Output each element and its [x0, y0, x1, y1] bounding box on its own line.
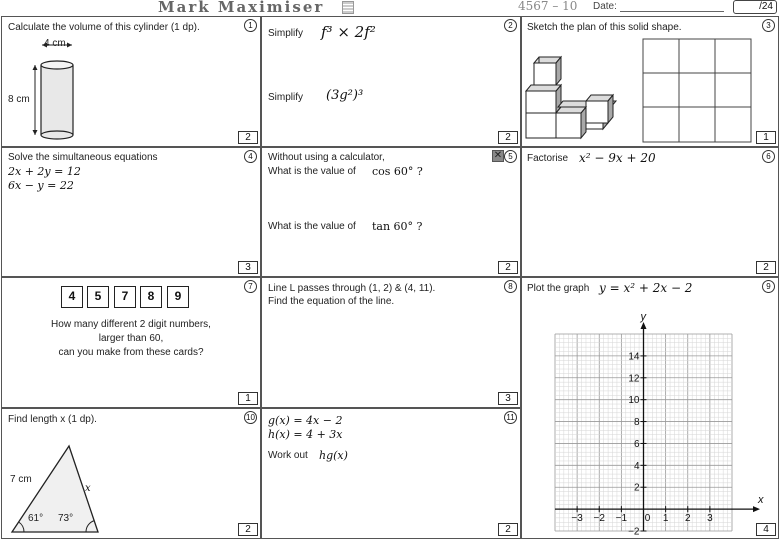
worksheet-title: Mark Maximiser [158, 0, 325, 16]
marks-box: 2 [238, 523, 258, 536]
number-card: 5 [87, 286, 109, 308]
x-tick-label: 1 [662, 513, 669, 525]
question-5-cell [261, 147, 521, 277]
question-text: Plot the graph [527, 283, 590, 294]
number-card: 4 [61, 286, 83, 308]
y-tick-label: 12 [628, 373, 640, 385]
number-card: 9 [167, 286, 189, 308]
arrowhead [67, 43, 72, 48]
cube-front-face [586, 101, 608, 123]
x-tick-label: 0 [644, 513, 651, 525]
question-text: Calculate the volume of this cylinder (1 dp). [8, 22, 200, 33]
cube-front-face [526, 91, 556, 113]
arrowhead [33, 130, 38, 135]
cube-front-face [526, 113, 556, 138]
question-number: 8 [504, 280, 517, 293]
no-calculator-icon: ✕ [493, 150, 503, 161]
question-9-cell [521, 277, 779, 539]
question-2-cell [261, 16, 521, 147]
worksheet-header [0, 0, 780, 16]
question-text-line-3: can you make from these cards? [58, 347, 204, 358]
question-10-cell [1, 408, 261, 539]
simplify-label-2: Simplify [268, 92, 304, 103]
y-axis-arrow [641, 322, 647, 329]
question-number: 10 [244, 411, 257, 424]
x-tick-label: −3 [571, 513, 583, 525]
y-tick-label: 14 [628, 351, 640, 363]
y-tick-label: 10 [628, 395, 640, 407]
x-tick-label: −1 [615, 513, 628, 525]
marks-box: 2 [498, 523, 518, 536]
number-card: 7 [114, 286, 136, 308]
date-field[interactable] [620, 11, 724, 12]
unknown-side-label: x [85, 483, 91, 494]
cylinder-diagram [2, 17, 122, 147]
marks-box: 2 [498, 261, 518, 274]
function-h: h(x) = 4 + 3x [268, 428, 343, 441]
x-tick-label: 3 [707, 513, 713, 525]
question-text-line-2: Find the equation of the line. [268, 296, 395, 307]
total-score-box[interactable]: /24 [733, 0, 777, 14]
diameter-label: 4 cm [44, 38, 66, 49]
intro-text: Without using a calculator, [268, 152, 385, 163]
y-tick-label: 4 [633, 460, 640, 472]
function-g: g(x) = 4x − 2 [268, 414, 343, 427]
question-11-cell [261, 408, 521, 539]
plan-grid[interactable] [642, 38, 754, 144]
side-label: 7 cm [10, 474, 32, 485]
question-number: 9 [762, 280, 775, 293]
question-text: Find length x (1 dp). [8, 414, 97, 425]
question-text: Factorise [527, 153, 569, 164]
question-number: 6 [762, 150, 775, 163]
number-card: 8 [140, 286, 162, 308]
y-tick-label: 6 [633, 438, 640, 450]
x-tick-label: 2 [684, 513, 691, 525]
question-number: 2 [504, 19, 517, 32]
question-number: 11 [504, 411, 517, 424]
cos-expression: cos 60° ? [372, 165, 423, 178]
expression-2: (3g²)³ [326, 88, 364, 103]
equation-1: 2x + 2y = 12 [8, 165, 81, 178]
question-1-cell [1, 16, 261, 147]
cube-top-face [556, 107, 586, 113]
question-7-cell [1, 277, 261, 408]
question-number: 7 [244, 280, 257, 293]
question-text-tan: What is the value of [268, 221, 356, 232]
y-tick-label: 2 [633, 482, 640, 494]
question-6-cell [521, 147, 779, 277]
question-text: Solve the simultaneous equations [8, 152, 158, 163]
y-tick-label: 8 [633, 417, 640, 429]
graph-equation: y = x² + 2x − 2 [599, 281, 693, 295]
angle-label-left: 61° [28, 513, 44, 524]
tan-expression: tan 60° ? [372, 220, 423, 233]
question-text-line-1: Line L passes through (1, 2) & (4, 11). [268, 283, 436, 294]
question-4-cell [1, 147, 261, 277]
isometric-cubes [522, 17, 642, 147]
question-number: 3 [762, 19, 775, 32]
marks-box: 2 [238, 131, 258, 144]
x-axis-label: x [758, 494, 764, 507]
question-text-line-1: How many different 2 digit numbers, [51, 319, 211, 330]
cylinder-body [41, 65, 73, 135]
question-number: 1 [244, 19, 257, 32]
question-3-cell [521, 16, 779, 147]
angle-label-right: 73° [58, 513, 74, 524]
question-text-cos: What is the value of [268, 166, 356, 177]
question-text-line-2: larger than 60, [98, 333, 164, 344]
factorise-expression: x² − 9x + 20 [579, 151, 656, 165]
height-label: 8 cm [8, 94, 30, 105]
marks-box: 3 [498, 392, 518, 405]
marks-box: 1 [238, 392, 258, 405]
equation-2: 6x − y = 22 [8, 179, 74, 192]
cylinder-base [41, 131, 73, 139]
cylinder-top [41, 61, 73, 69]
cube-front-face [556, 113, 581, 138]
marks-box: 2 [756, 261, 776, 274]
marks-box: 1 [756, 131, 776, 144]
x-tick-label: −2 [593, 513, 605, 525]
worksheet-code: 4567 – 10 [518, 0, 578, 13]
question-8-cell [261, 277, 521, 408]
simplify-label-1: Simplify [268, 28, 304, 39]
question-number: 4 [244, 150, 257, 163]
date-label: Date: [593, 1, 617, 12]
x-axis-arrow [753, 506, 760, 512]
expression-1: f³ × 2f² [321, 23, 376, 41]
marks-box: 3 [238, 261, 258, 274]
question-text: Sketch the plan of this solid shape. [527, 22, 682, 33]
composite-expression: hg(x) [319, 449, 348, 462]
marks-box: 2 [498, 131, 518, 144]
y-axis-label: y [640, 311, 646, 323]
graph-grid[interactable] [522, 278, 778, 538]
question-number: 5 [504, 150, 517, 163]
cube-top-face [526, 85, 561, 91]
arrowhead [33, 65, 38, 70]
cube-front-face [534, 63, 556, 85]
marks-box: 4 [756, 523, 776, 536]
y-tick-label: −2 [628, 526, 640, 538]
calculator-icon [342, 1, 354, 14]
instruction-text: Work out [268, 450, 308, 461]
